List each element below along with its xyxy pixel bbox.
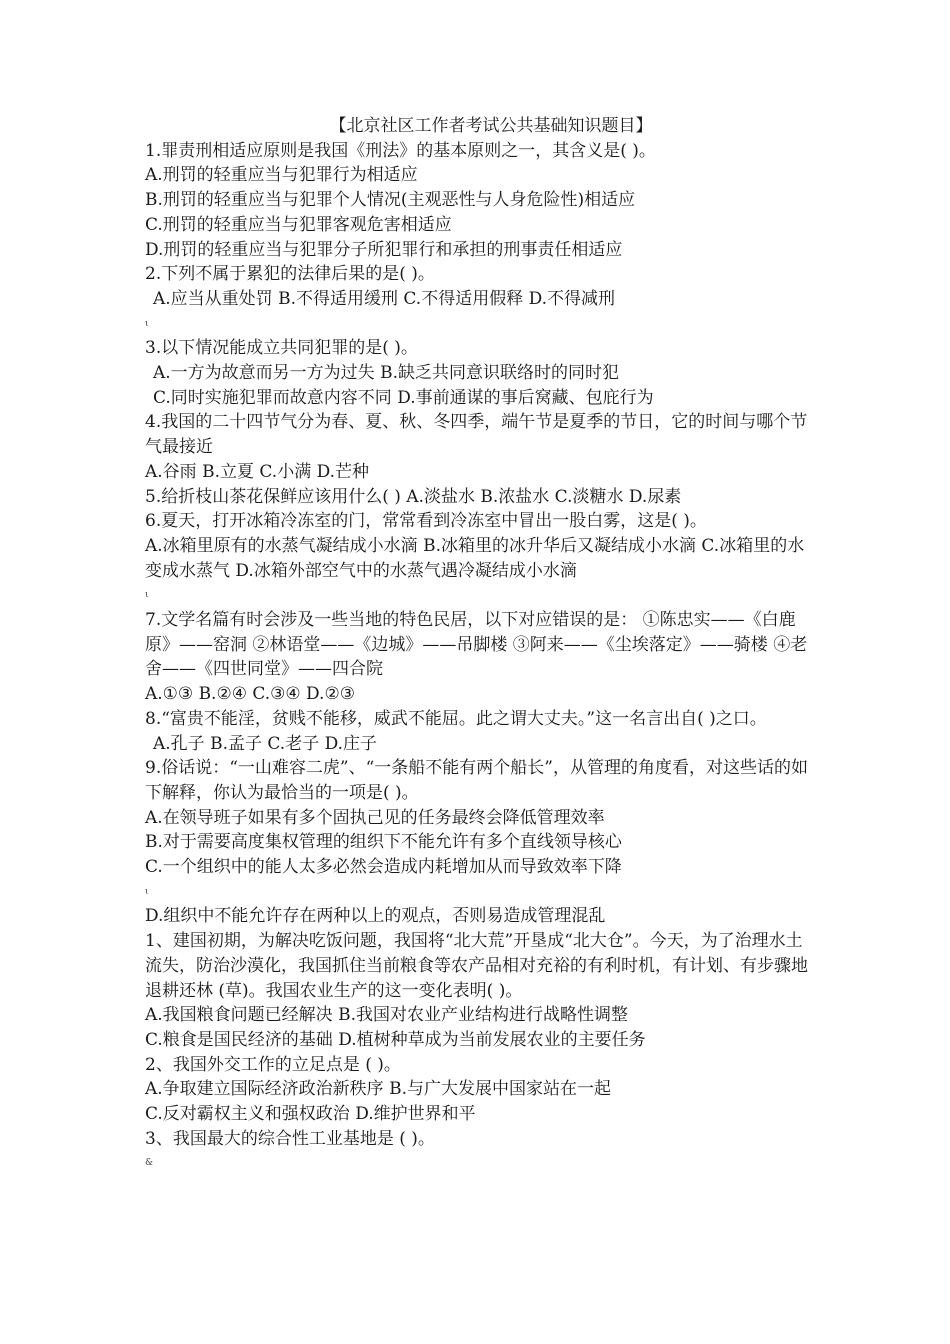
- question-7: 7.文学名篇有时会涉及一些当地的特色民居，以下对应错误的是： ①陈忠实——《白鹿原》——窑洞 ②林语堂——《边城》——吊脚楼 ③阿来——《尘埃落定》——骑楼 ④老舍——《四世同堂》——四合院: [145, 610, 808, 680]
- question-1: 1.罪责刑相适应原则是我国《刑法》的基本原则之一，其含义是( )。: [145, 140, 656, 161]
- question-9: 9.俗话说：“一山难容二虎”、“一条船不能有两个船长”，从管理的角度看，对这些话的如下解释，你认为最恰当的一项是( )。: [145, 758, 808, 803]
- question-5: 5.给折枝山茶花保鲜应该用什么( ) A.淡盐水 B.浓盐水 C.淡糖水 D.尿素: [145, 486, 682, 507]
- question-9-option-a: A.在领导班子如果有多个固执己见的任务最终会降低管理效率: [145, 807, 605, 828]
- stray-mark: ι: [145, 590, 149, 601]
- question-1-option-a: A.刑罚的轻重应当与犯罪行为相适应: [145, 165, 418, 186]
- blank-line: [145, 312, 809, 337]
- question-2-options: A.应当从重处罚 B.不得适用缓刑 C.不得适用假释 D.不得减刑: [153, 288, 616, 309]
- question-6: 6.夏天，打开冰箱冷冻室的门，常常看到冷冻室中冒出一股白雾，这是( )。: [145, 511, 707, 532]
- question-8-options: A.孔子 B.孟子 C.老子 D.庄子: [153, 733, 378, 754]
- section2-question-1-options-cd: C.粮食是国民经济的基础 D.植树种草成为当前发展农业的主要任务: [145, 1029, 646, 1050]
- stray-mark: &: [145, 1158, 154, 1169]
- document-page: [145, 114, 809, 1176]
- question-7-options: A.①③ B.②④ C.③④ D.②③: [145, 684, 355, 705]
- question-3-options-cd: C.同时实施犯罪而故意内容不同 D.事前通谋的事后窝藏、包庇行为: [153, 387, 654, 408]
- blank-line: [145, 880, 809, 905]
- document-title: 【北京社区工作者考试公共基础知识题目】: [329, 116, 653, 136]
- question-2: 2.下列不属于累犯的法律后果的是( )。: [145, 264, 435, 285]
- section2-question-2-options-ab: A.争取建立国际经济政治新秩序 B.与广大发展中国家站在一起: [145, 1079, 611, 1100]
- question-9-option-b: B.对于需要高度集权管理的组织下不能允许有多个直线领导核心: [145, 832, 622, 853]
- section2-question-3: 3、我国最大的综合性工业基地是 ( )。: [145, 1128, 435, 1149]
- section2-question-2-options-cd: C.反对霸权主义和强权政治 D.维护世界和平: [145, 1104, 476, 1125]
- blank-line: [145, 1151, 809, 1176]
- blank-line: [145, 583, 809, 608]
- question-3-options-ab: A.一方为故意而另一方为过失 B.缺乏共同意识联络时的同时犯: [153, 363, 619, 384]
- question-6-options: A.冰箱里原有的水蒸气凝结成小水滴 B.冰箱里的冰升华后又凝结成小水滴 C.冰箱里的水变成水蒸气 D.冰箱外部空气中的水蒸气遇冷凝结成小水滴: [145, 535, 805, 581]
- question-1-option-c: C.刑罚的轻重应当与犯罪客观危害相适应: [145, 214, 452, 235]
- question-4: 4.我国的二十四节气分为春、夏、秋、冬四季，端午节是夏季的节日，它的时间与哪个节气最接近: [145, 412, 808, 458]
- question-8: 8.“富贵不能淫，贫贱不能移，威武不能屈。此之谓大丈夫。”这一名言出自( )之口。: [145, 708, 767, 729]
- question-1-option-d: D.刑罚的轻重应当与犯罪分子所犯罪行和承担的刑事责任相适应: [145, 239, 623, 260]
- question-3: 3.以下情况能成立共同犯罪的是( )。: [145, 338, 418, 359]
- question-1-option-b: B.刑罚的轻重应当与犯罪个人情况(主观恶性与人身危险性)相适应: [145, 190, 636, 211]
- question-4-options: A.谷雨 B.立夏 C.小满 D.芒种: [145, 461, 370, 482]
- section2-question-1: 1、建国初期，为解决吃饭问题，我国将“北大荒”开垦成“北大仓”。今天，为了治理水土流失，防治沙漠化，我国抓住当前粮食等农产品相对充裕的有利时机，有计划、有步骤地退耕还林 (草)。我国农业生产的这一变化表明( )。: [145, 931, 808, 1001]
- stray-mark: ɩ: [145, 886, 149, 897]
- question-9-option-d: D.组织中不能允许存在两种以上的观点，否则易造成管理混乱: [145, 906, 606, 927]
- question-9-option-c: C.一个组织中的能人太多必然会造成内耗增加从而导致效率下降: [145, 857, 622, 878]
- stray-mark: ι: [145, 318, 149, 329]
- section2-question-2: 2、我国外交工作的立足点是 ( )。: [145, 1054, 401, 1075]
- section2-question-1-options-ab: A.我国粮食问题已经解决 B.我国对农业产业结构进行战略性调整: [145, 1005, 628, 1026]
